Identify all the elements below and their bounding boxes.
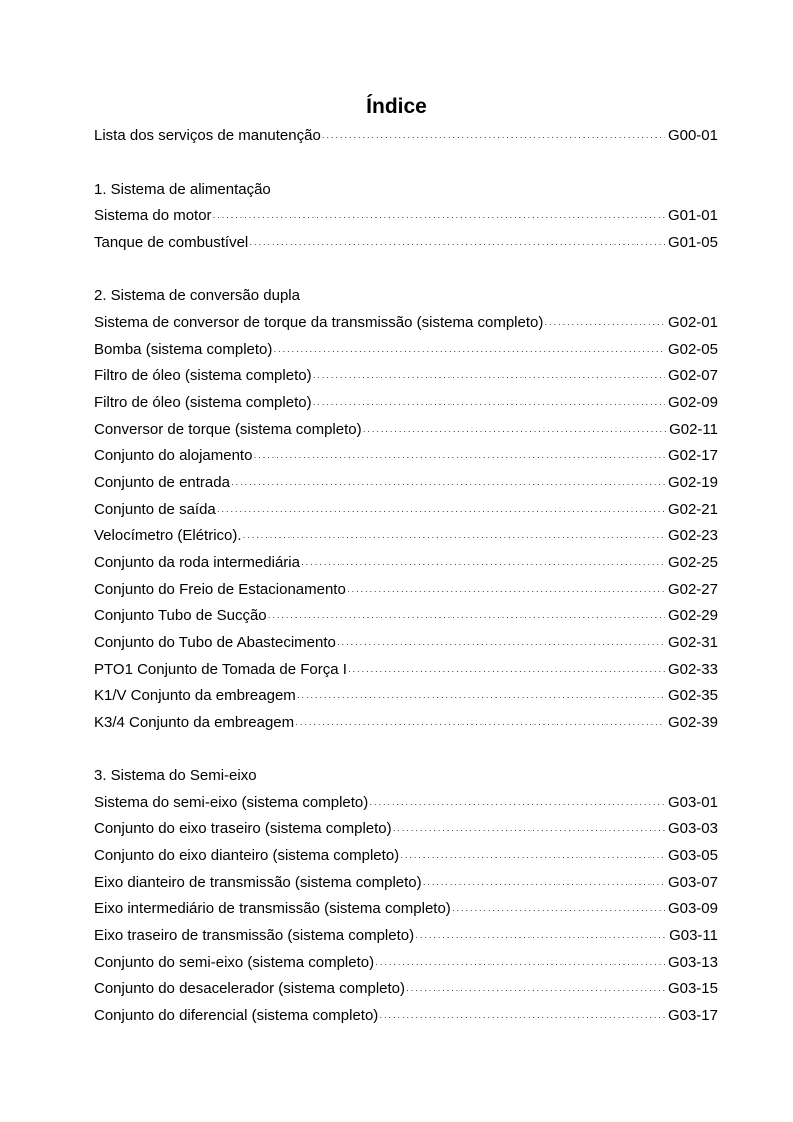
dot-leader — [544, 314, 665, 334]
toc-entry[interactable] — [94, 953, 718, 973]
dot-leader — [393, 820, 665, 840]
toc-entry-code: G02-21 — [667, 501, 718, 518]
toc-entry-label: Eixo dianteiro de transmissão (sistema completo) — [94, 874, 422, 891]
toc-entry-code: G02-19 — [667, 474, 718, 491]
toc-entry[interactable] — [94, 553, 718, 573]
toc-entry-label: Velocímetro (Elétrico). — [94, 527, 242, 544]
toc-entry-label: PTO1 Conjunto de Tomada de Força I — [94, 661, 347, 678]
dot-leader — [297, 687, 665, 707]
toc-entry-code: G03-07 — [667, 874, 718, 891]
toc-entry-label: Conjunto do eixo traseiro (sistema completo) — [94, 820, 392, 837]
toc-entry-label: K3/4 Conjunto da embreagem — [94, 714, 295, 731]
dot-leader — [213, 207, 665, 227]
toc-entry[interactable] — [94, 393, 718, 413]
dot-leader — [322, 127, 665, 147]
dot-leader — [452, 900, 665, 920]
dot-leader — [313, 394, 665, 414]
toc-entry-code: G01-01 — [667, 207, 718, 224]
toc-entry-label: Conjunto do alojamento — [94, 447, 253, 464]
toc-entry-code: G02-27 — [667, 581, 718, 598]
toc-entry[interactable] — [94, 660, 718, 680]
toc-entry-label: Sistema do semi-eixo (sistema completo) — [94, 794, 369, 811]
toc-entry[interactable] — [94, 420, 718, 440]
toc-entry[interactable] — [94, 500, 718, 520]
dot-leader — [243, 527, 665, 547]
dot-leader — [415, 927, 666, 947]
dot-leader — [347, 581, 665, 601]
toc-entry[interactable] — [94, 606, 718, 626]
toc-entry-label: Conjunto da roda intermediária — [94, 554, 300, 571]
section-heading: 1. Sistema de alimentação — [94, 181, 271, 198]
section-heading: 2. Sistema de conversão dupla — [94, 287, 300, 304]
toc-entry-code: G03-15 — [667, 980, 718, 997]
toc-entry-label: Conjunto do diferencial (sistema completo) — [94, 1007, 379, 1024]
toc-entry-label: Conversor de torque (sistema completo) — [94, 421, 362, 438]
toc-entry-label: Sistema de conversor de torque da transmissão (sistema completo) — [94, 314, 544, 331]
toc-entry-label: Conjunto do Freio de Estacionamento — [94, 581, 346, 598]
dot-leader — [379, 1007, 665, 1027]
dot-leader — [301, 554, 665, 574]
toc-entry-label: Eixo intermediário de transmissão (sistema completo) — [94, 900, 451, 917]
toc-entry-code: G02-31 — [667, 634, 718, 651]
toc-entry[interactable] — [94, 633, 718, 653]
dot-leader — [348, 661, 665, 681]
toc-entry[interactable] — [94, 899, 718, 919]
dot-leader — [375, 954, 665, 974]
toc-entry-code: G02-33 — [667, 661, 718, 678]
toc-entry-code: G03-13 — [667, 954, 718, 971]
toc-entry-label: Conjunto de entrada — [94, 474, 230, 491]
page-title: Índice — [366, 95, 427, 118]
toc-entry-code: G02-01 — [667, 314, 718, 331]
toc-entry-code: G02-39 — [667, 714, 718, 731]
toc-entry[interactable] — [94, 793, 718, 813]
toc-entry-code: G03-01 — [667, 794, 718, 811]
toc-entry-label: Filtro de óleo (sistema completo) — [94, 394, 312, 411]
toc-entry-code: G00-01 — [667, 127, 718, 144]
toc-entry[interactable] — [94, 819, 718, 839]
toc-entry-code: G03-17 — [667, 1007, 718, 1024]
toc-entry-code: G01-05 — [667, 234, 718, 251]
toc-entry-code: G02-07 — [667, 367, 718, 384]
dot-leader — [406, 980, 665, 1000]
toc-entry[interactable] — [94, 206, 718, 226]
toc-entry-code: G03-03 — [667, 820, 718, 837]
toc-entry[interactable] — [94, 526, 718, 546]
toc-entry[interactable] — [94, 873, 718, 893]
toc-entry-code: G02-11 — [669, 421, 718, 438]
dot-leader — [253, 447, 665, 467]
toc-entry[interactable] — [94, 313, 718, 333]
toc-entry[interactable] — [94, 846, 718, 866]
toc-entry-code: G02-25 — [667, 554, 718, 571]
dot-leader — [313, 367, 665, 387]
toc-entry-code: G02-29 — [667, 607, 718, 624]
toc-entry-label: Eixo traseiro de transmissão (sistema completo) — [94, 927, 415, 944]
toc-entry-label: Conjunto do desacelerador (sistema completo) — [94, 980, 405, 997]
dot-leader — [423, 874, 665, 894]
toc-entry[interactable] — [94, 686, 718, 706]
toc-entry-label: Bomba (sistema completo) — [94, 341, 273, 358]
toc-entry[interactable] — [94, 926, 718, 946]
toc-entry[interactable] — [94, 713, 718, 733]
dot-leader — [217, 501, 665, 521]
dot-leader — [295, 714, 665, 734]
toc-entry-label: Conjunto do Tubo de Abastecimento — [94, 634, 336, 651]
toc-entry-code: G02-35 — [667, 687, 718, 704]
dot-leader — [369, 794, 665, 814]
toc-entry-label: Conjunto do eixo dianteiro (sistema completo) — [94, 847, 400, 864]
toc-entry-label: Conjunto do semi-eixo (sistema completo) — [94, 954, 375, 971]
toc-entry-label: Lista dos serviços de manutenção — [94, 127, 321, 144]
toc-entry[interactable] — [94, 1006, 718, 1026]
toc-entry-code: G03-09 — [667, 900, 718, 917]
toc-entry-label: Tanque de combustível — [94, 234, 249, 251]
dot-leader — [337, 634, 665, 654]
toc-entry[interactable] — [94, 979, 718, 999]
toc-entry-code: G03-11 — [669, 927, 718, 944]
toc-entry-label: K1/V Conjunto da embreagem — [94, 687, 296, 704]
toc-entry-code: G02-05 — [667, 341, 718, 358]
dot-leader — [400, 847, 665, 867]
toc-entry[interactable] — [94, 233, 718, 253]
toc-entry-label: Filtro de óleo (sistema completo) — [94, 367, 312, 384]
dot-leader — [273, 341, 665, 361]
toc-entry-code: G03-05 — [667, 847, 718, 864]
dot-leader — [268, 607, 665, 627]
section-heading: 3. Sistema do Semi-eixo — [94, 767, 257, 784]
dot-leader — [249, 234, 665, 254]
dot-leader — [231, 474, 665, 494]
toc-entry-code: G02-23 — [667, 527, 718, 544]
toc-entry-code: G02-09 — [667, 394, 718, 411]
toc-entry[interactable] — [94, 580, 718, 600]
toc-entry-label: Conjunto Tubo de Sucção — [94, 607, 267, 624]
toc-entry-code: G02-17 — [667, 447, 718, 464]
toc-entry[interactable] — [94, 446, 718, 466]
toc-entry[interactable] — [94, 473, 718, 493]
toc-entry-label: Sistema do motor — [94, 207, 212, 224]
toc-entry[interactable] — [94, 126, 718, 146]
toc-entry-label: Conjunto de saída — [94, 501, 216, 518]
toc-entry[interactable] — [94, 340, 718, 360]
toc-entry[interactable] — [94, 366, 718, 386]
dot-leader — [363, 421, 666, 441]
